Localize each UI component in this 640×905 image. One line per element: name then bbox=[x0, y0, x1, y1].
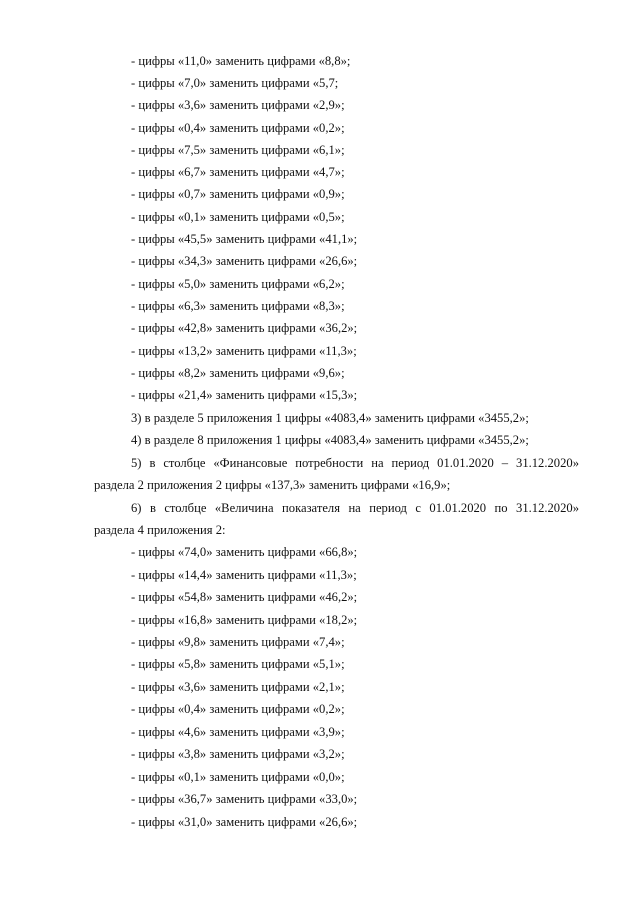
list-item: - цифры «13,2» заменить цифрами «11,3»; bbox=[131, 344, 357, 358]
paragraph-item-5-line1: 5) в столбце «Финансовые потребности на период 01.01.2020 – 31.12.2020» bbox=[131, 456, 579, 470]
list-item: - цифры «42,8» заменить цифрами «36,2»; bbox=[131, 321, 358, 335]
list-item: - цифры «36,7» заменить цифрами «33,0»; bbox=[131, 792, 358, 806]
list-item: - цифры «0,7» заменить цифрами «0,9»; bbox=[131, 187, 345, 201]
list-item: - цифры «0,4» заменить цифрами «0,2»; bbox=[131, 121, 345, 135]
list-item: - цифры «74,0» заменить цифрами «66,8»; bbox=[131, 545, 358, 559]
list-item: - цифры «11,0» заменить цифрами «8,8»; bbox=[131, 54, 351, 68]
list-item: - цифры «54,8» заменить цифрами «46,2»; bbox=[131, 590, 358, 604]
list-item: - цифры «21,4» заменить цифрами «15,3»; bbox=[131, 388, 358, 402]
list-item: - цифры «7,0» заменить цифрами «5,7; bbox=[131, 76, 339, 90]
list-item: - цифры «31,0» заменить цифрами «26,6»; bbox=[131, 815, 358, 829]
list-item: - цифры «0,4» заменить цифрами «0,2»; bbox=[131, 702, 345, 716]
list-item: - цифры «14,4» заменить цифрами «11,3»; bbox=[131, 568, 357, 582]
paragraph-item-3: 3) в разделе 5 приложения 1 цифры «4083,4» заменить цифрами «3455,2»; bbox=[131, 411, 529, 425]
list-item: - цифры «0,1» заменить цифрами «0,5»; bbox=[131, 210, 345, 224]
list-item: - цифры «5,8» заменить цифрами «5,1»; bbox=[131, 657, 345, 671]
list-item: - цифры «8,2» заменить цифрами «9,6»; bbox=[131, 366, 345, 380]
list-item: - цифры «34,3» заменить цифрами «26,6»; bbox=[131, 254, 358, 268]
paragraph-item-4: 4) в разделе 8 приложения 1 цифры «4083,4» заменить цифрами «3455,2»; bbox=[131, 433, 529, 447]
list-item: - цифры «6,3» заменить цифрами «8,3»; bbox=[131, 299, 345, 313]
list-item: - цифры «3,8» заменить цифрами «3,2»; bbox=[131, 747, 345, 761]
list-item: - цифры «16,8» заменить цифрами «18,2»; bbox=[131, 613, 358, 627]
list-item: - цифры «9,8» заменить цифрами «7,4»; bbox=[131, 635, 345, 649]
list-item: - цифры «7,5» заменить цифрами «6,1»; bbox=[131, 143, 345, 157]
list-item: - цифры «45,5» заменить цифрами «41,1»; bbox=[131, 232, 358, 246]
list-item: - цифры «0,1» заменить цифрами «0,0»; bbox=[131, 770, 345, 784]
list-item: - цифры «3,6» заменить цифрами «2,9»; bbox=[131, 98, 345, 112]
list-item: - цифры «6,7» заменить цифрами «4,7»; bbox=[131, 165, 345, 179]
list-item: - цифры «4,6» заменить цифрами «3,9»; bbox=[131, 725, 345, 739]
list-item: - цифры «5,0» заменить цифрами «6,2»; bbox=[131, 277, 345, 291]
paragraph-item-6-line2: раздела 4 приложения 2: bbox=[94, 523, 226, 537]
paragraph-item-6-line1: 6) в столбце «Величина показателя на период с 01.01.2020 по 31.12.2020» bbox=[131, 501, 579, 515]
list-item: - цифры «3,6» заменить цифрами «2,1»; bbox=[131, 680, 345, 694]
paragraph-item-5-line2: раздела 2 приложения 2 цифры «137,3» заменить цифрами «16,9»; bbox=[94, 478, 451, 492]
